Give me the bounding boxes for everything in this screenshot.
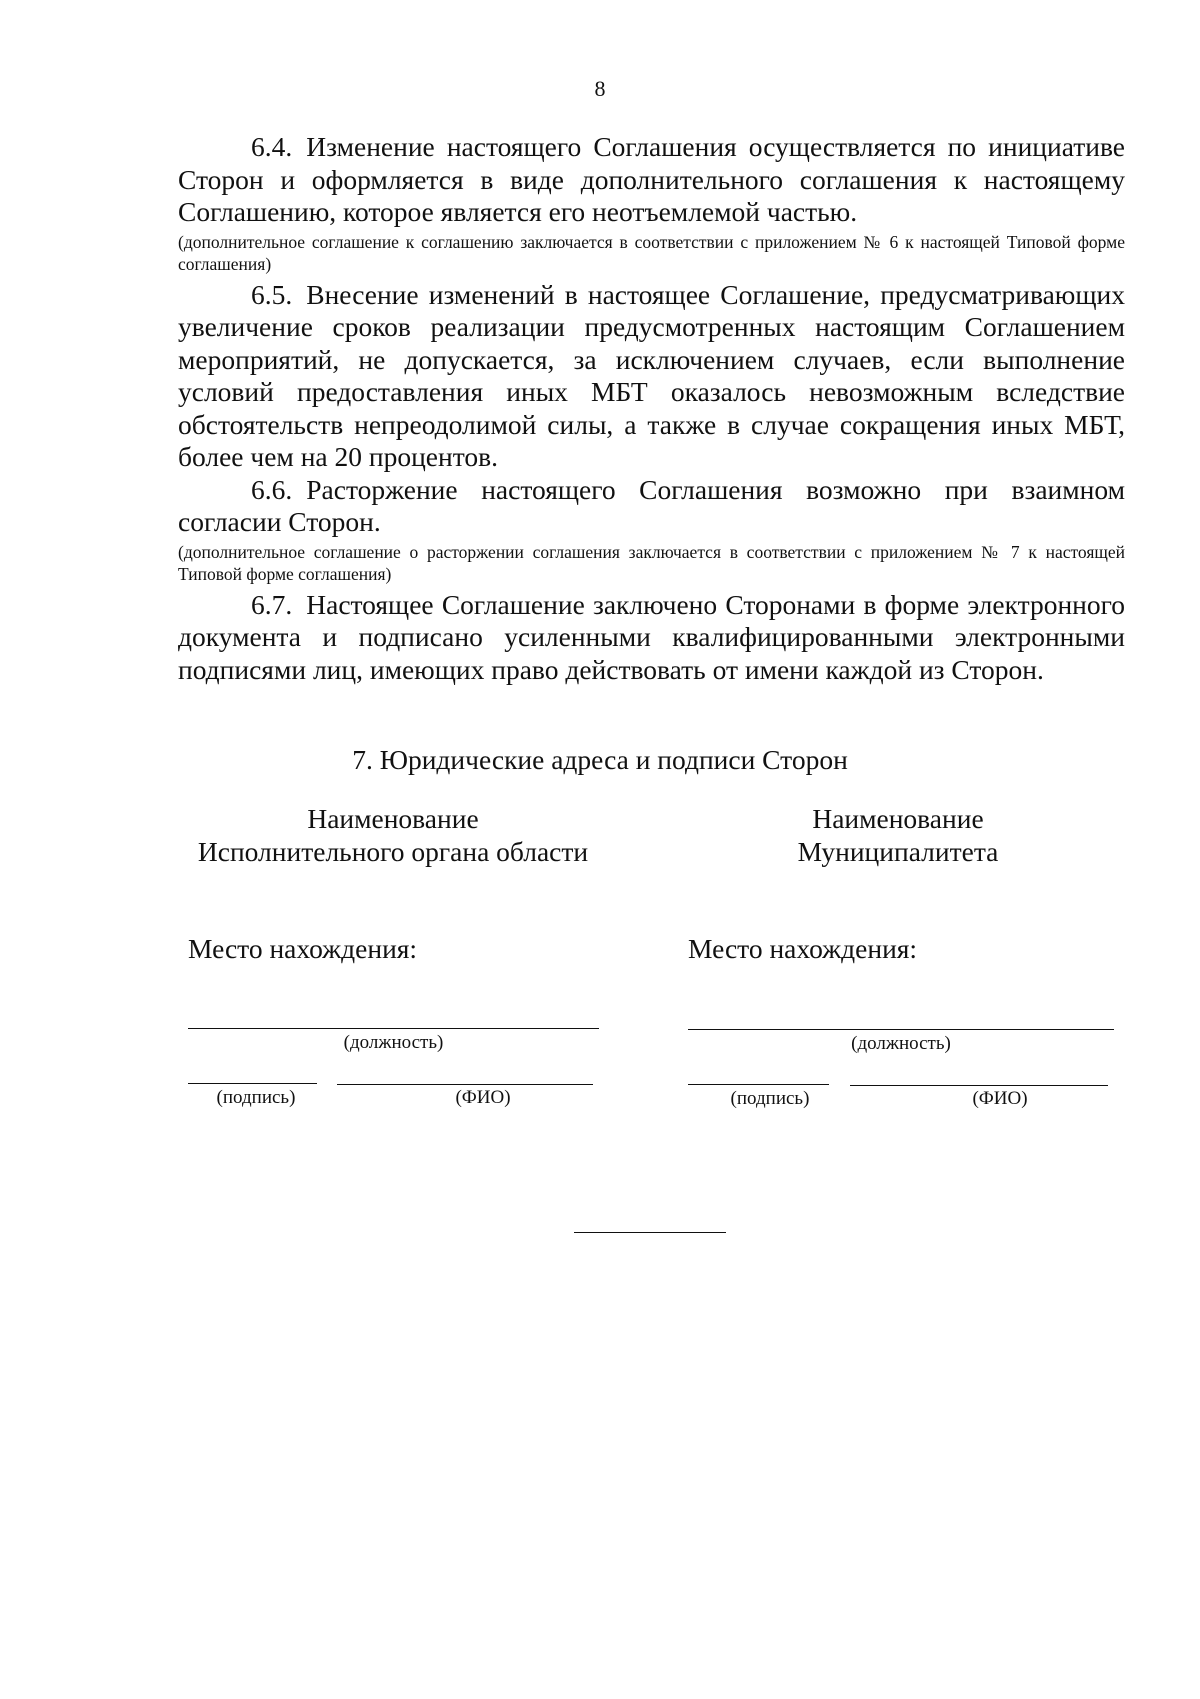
end-divider	[574, 1232, 726, 1233]
party-name-municipality	[688, 802, 1108, 868]
signature-caption-right: (подпись)	[730, 1088, 810, 1109]
fullname-caption-left: (ФИО)	[455, 1087, 511, 1108]
section-title: 7. Юридические адреса и подписи Сторон	[352, 744, 848, 775]
paragraph-text: Настоящее Соглашение заключено Сторонами в форме электронного документа и подписано усиленными квалифицированными электронными подписями лиц, имеющих право действовать от имени каждой из Сторон.	[178, 588, 1125, 685]
party-name-line: Исполнительного органа области	[197, 836, 589, 867]
fullname-caption-right: (ФИО)	[972, 1088, 1028, 1109]
location-label-right: Место нахождения:	[688, 933, 918, 964]
paragraph-text: Изменение настоящего Соглашения осуществляется по инициативе Сторон и оформляется в виде дополнительного соглашения к настоящему Соглашению, которое является его неотъемлемой частью.	[178, 131, 1125, 227]
location-label-left: Место нахождения:	[188, 933, 418, 964]
paragraph-number: 6.4.	[251, 131, 293, 162]
paragraph-number: 6.6.	[251, 473, 293, 505]
signature-line-left	[188, 1083, 317, 1084]
paragraph-6-7	[178, 589, 1125, 687]
fullname-line-left	[337, 1084, 593, 1085]
party-name-line: Наименование	[812, 803, 984, 834]
position-line-right	[688, 1029, 1114, 1030]
position-caption-right: (должность)	[851, 1033, 951, 1054]
paragraph-6-4	[178, 131, 1125, 229]
signature-line-right	[688, 1084, 829, 1085]
paragraph-6-5	[178, 279, 1125, 474]
fullname-line-right	[850, 1085, 1108, 1086]
party-name-line: Муниципалитета	[797, 836, 999, 867]
party-name-line: Наименование	[307, 803, 479, 834]
position-line-left	[188, 1028, 599, 1029]
signature-caption-left: (подпись)	[216, 1087, 296, 1108]
paragraph-text: Расторжение настоящего Соглашения возможно при взаимном согласии Сторон.	[178, 473, 1125, 537]
party-name-executive-body	[178, 802, 608, 868]
paragraph-6-4-note: (дополнительное соглашение к соглашению заключается в соответствии с приложением № 6 к настоящей Типовой форме соглашения)	[178, 231, 1125, 274]
paragraph-6-6-note: (дополнительное соглашение о расторжении соглашения заключается в соответствии с приложением № 7 к настоящей Типовой форме соглашения)	[178, 541, 1125, 584]
position-caption-left: (должность)	[343, 1032, 444, 1053]
paragraph-text: Внесение изменений в настоящее Соглашение, предусматривающих увеличение сроков реализации предусмотренных настоящим Соглашением мероприятий, не допускается, за исключением случаев, если выполнение условий предоставления иных МБТ оказалось невозможным вследствие обстоятельств непреодолимой силы, а также в случае сокращения иных МБТ, более чем на 20 процентов.	[178, 278, 1125, 472]
paragraph-number: 6.5.	[251, 278, 293, 310]
paragraph-6-6	[178, 474, 1125, 539]
paragraph-number: 6.7.	[251, 588, 293, 620]
agreement-body	[178, 131, 1125, 686]
page-number: 8	[594, 76, 606, 101]
